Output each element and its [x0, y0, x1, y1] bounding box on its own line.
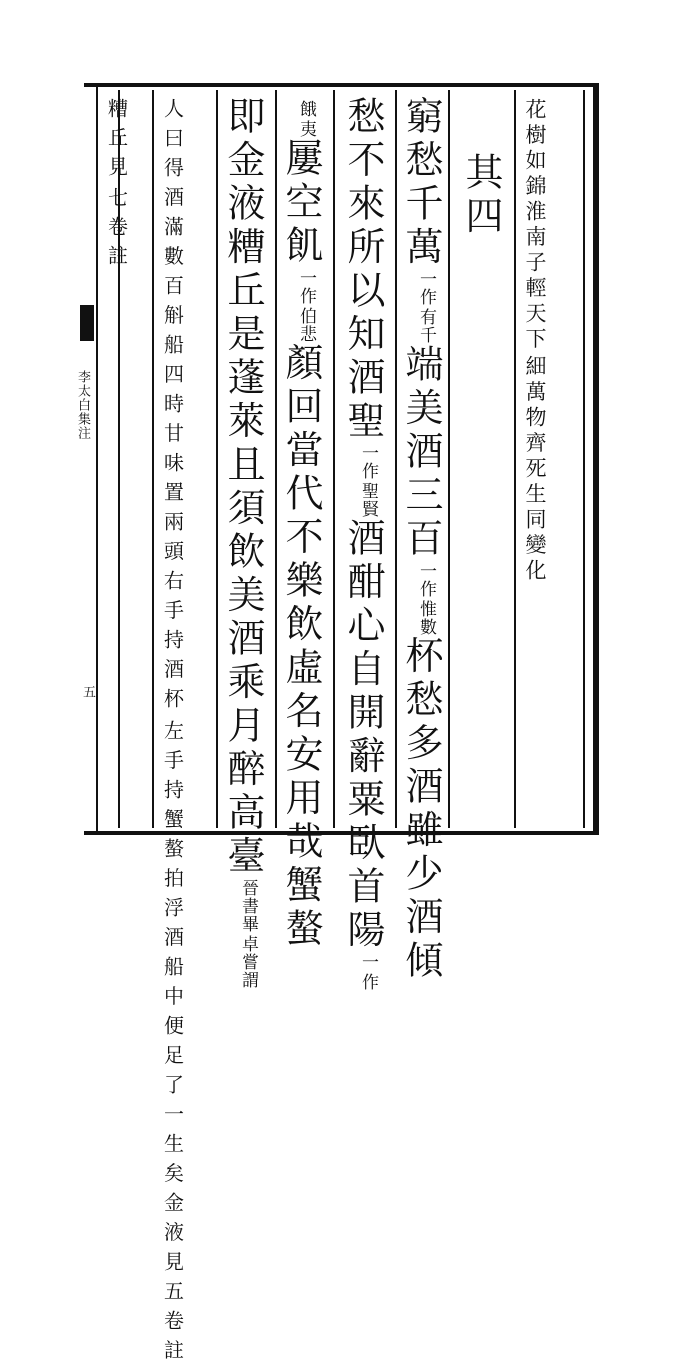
poem-text: 端美酒三百 — [399, 344, 443, 562]
poem-text: 屢空飢 — [279, 138, 323, 269]
poem-text: 酒酣心自開辭粟臥首陽 — [341, 518, 385, 953]
poem-text: 顏回當代不樂飲虛名安用哉蟹螯 — [279, 342, 323, 952]
spine-title: 李太白集注 — [75, 370, 90, 440]
column-rule — [448, 90, 450, 828]
note-right: 花樹如錦淮南子輕天下 — [523, 98, 547, 353]
column-rule — [152, 90, 154, 828]
variant-note-left: 聖賢 — [358, 482, 378, 518]
fish-tail-mark — [80, 305, 94, 341]
poem-column-5 — [279, 100, 323, 952]
column-rule — [514, 90, 516, 828]
note-left: 細萬物齊死生同變化 — [523, 355, 547, 585]
variant-note-left: 作 — [358, 973, 378, 991]
variant-note-left: 伯悲 — [296, 306, 316, 343]
note-left: 七卷註 — [104, 187, 129, 274]
variant-note-left: 惟數 — [416, 599, 436, 636]
poem-text: 窮愁千萬 — [399, 96, 443, 270]
spine-page-number: 五 — [80, 685, 95, 698]
column-rule — [275, 90, 277, 828]
variant-note-right: 一作 — [416, 270, 436, 306]
variant-note-right: 一 — [358, 953, 378, 971]
frame-right-border — [593, 83, 599, 835]
variant-note-right: 餓 — [296, 100, 316, 118]
poem-text: 即金液糟丘是蓬萊且須飲美酒乘月醉高臺 — [221, 96, 265, 879]
poem-text: 杯愁多酒雖少酒傾 — [399, 635, 443, 984]
variant-note-left: 夷 — [296, 120, 316, 138]
variant-note-right: 一作 — [416, 561, 436, 598]
note-left: 左手持蟹螯拍浮酒船中便足了一生矣金液見五卷註 — [160, 719, 185, 1369]
commentary-column-1 — [522, 98, 545, 585]
poem-heading: 其四 — [459, 152, 503, 239]
spine-border — [96, 87, 98, 831]
variant-note-right: 一作 — [358, 444, 378, 480]
column-rule — [216, 90, 218, 828]
commentary-column-8 — [104, 98, 127, 274]
note-right: 人曰得酒滿數百斛船四時甘味置兩頭右手持酒杯 — [160, 98, 185, 718]
commentary-note-right: 晉書畢 — [238, 879, 258, 933]
variant-note-left: 有千 — [416, 308, 436, 344]
commentary-note-left: 卓嘗謂 — [238, 935, 258, 989]
commentary-column-7 — [160, 98, 183, 1369]
poem-column-6 — [221, 96, 265, 989]
poem-text: 愁不來所以知酒聖 — [341, 96, 385, 444]
frame-right-inner-border — [583, 90, 585, 828]
frame-top-border — [84, 83, 599, 87]
column-rule — [395, 90, 397, 828]
variant-note-right: 一作 — [296, 268, 316, 305]
note-right: 糟丘見 — [104, 98, 129, 185]
poem-column-3 — [399, 96, 443, 984]
poem-column-4 — [341, 96, 385, 991]
column-rule — [333, 90, 335, 828]
